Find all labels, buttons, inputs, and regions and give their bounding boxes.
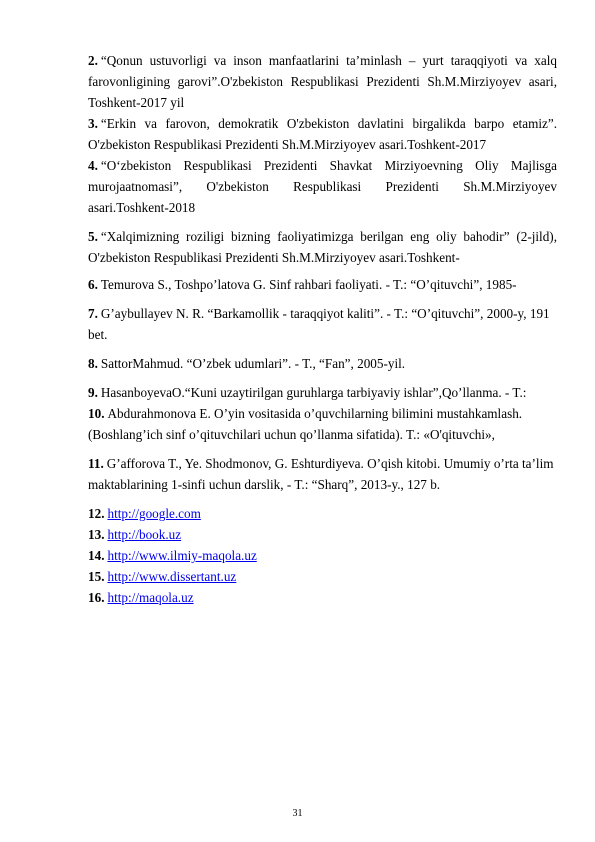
reference-item	[88, 353, 557, 374]
reference-text: Abdurahmonova E. O’yin vositasida o’quvchilarning bilimini mustahkamlash. (Boshlang’ich sinf o’qituvchilari uchun qo’llanma sifatida). T.: «O'qituvchi»,	[88, 406, 523, 442]
reference-text: “O‘zbekiston Respublikasi Prezidenti Shavkat Mirziyoevning Oliy Majlisga murojaatnomasi”, O'zbekiston Respublikasi Prezidenti Sh.M.Mirziyoyev asari.Toshkent-2018	[88, 158, 557, 215]
reference-item	[88, 226, 557, 268]
reference-item	[88, 382, 557, 403]
reference-text: “Xalqimizning roziligi bizning faoliyatimizga berilgan eng oliy bahodir” (2-jild), O'zbekiston Respublikasi Prezidenti Sh.M.Mirziyoyev asari.Toshkent-	[88, 229, 557, 265]
reference-item	[88, 155, 557, 218]
reference-item	[88, 274, 557, 295]
reference-text: “Erkin va farovon, demokratik O'zbekiston davlatini birgalikda barpo etamiz”. O'zbekiston Respublikasi Prezidenti Sh.M.Mirziyoyev asari.Toshkent-2017	[88, 116, 557, 152]
reference-list	[88, 50, 557, 608]
reference-number: 14.	[88, 548, 105, 563]
reference-text: G’afforova T., Ye. Shodmonov, G. Eshturdiyeva. O’qish kitobi. Umumiy o’rta ta’lim maktablarining 1-sinfi uchun darslik, - T.: “Sharq”, 2013-y., 127 b.	[88, 456, 554, 492]
reference-number: 4.	[88, 158, 98, 173]
reference-number: 8.	[88, 356, 98, 371]
reference-link-google[interactable]: http://google.com	[107, 506, 201, 521]
reference-item	[88, 587, 557, 608]
reference-link-ilmiy-maqola[interactable]: http://www.ilmiy-maqola.uz	[107, 548, 257, 563]
reference-number: 5.	[88, 229, 98, 244]
reference-item	[88, 545, 557, 566]
reference-number: 7.	[88, 306, 98, 321]
reference-item	[88, 303, 557, 345]
reference-number: 6.	[88, 277, 98, 292]
reference-item	[88, 50, 557, 113]
reference-item	[88, 113, 557, 155]
reference-number: 11.	[88, 456, 104, 471]
reference-text: SattorMahmud. “O’zbek udumlari”. - T., “Fan”, 2005-yil.	[100, 356, 406, 371]
reference-link-maqola[interactable]: http://maqola.uz	[107, 590, 194, 605]
reference-item	[88, 403, 557, 445]
reference-text: “Qonun ustuvorligi va inson manfaatlarini ta’minlash – yurt taraqqiyoti va xalq farovonligining garovi”.O'zbekiston Respublikasi Prezidenti Sh.M.Mirziyoyev asari, Toshkent-2017 yil	[88, 53, 557, 110]
reference-item	[88, 453, 557, 495]
reference-number: 2.	[88, 53, 98, 68]
reference-number: 9.	[88, 385, 98, 400]
reference-number: 3.	[88, 116, 98, 131]
reference-item	[88, 524, 557, 545]
reference-number: 12.	[88, 506, 105, 521]
reference-text: HasanboyevaO.“Kuni uzaytirilgan guruhlarga tarbiyaviy ishlar”,Qo’llanma. - T.:	[100, 385, 527, 400]
reference-number: 16.	[88, 590, 105, 605]
reference-number: 13.	[88, 527, 105, 542]
reference-number: 15.	[88, 569, 105, 584]
reference-item	[88, 566, 557, 587]
reference-link-dissertant[interactable]: http://www.dissertant.uz	[107, 569, 237, 584]
reference-item	[88, 503, 557, 524]
reference-number: 10.	[88, 406, 105, 421]
page-number: 31	[292, 808, 303, 819]
reference-text: Temurova S., Toshpo’latova G. Sinf rahbari faoliyati. - T.: “O’qituvchi”, 1985-	[100, 277, 517, 292]
reference-text: G’aybullayev N. R. “Barkamollik - taraqqiyot kaliti”. - T.: “O’qituvchi”, 2000-y, 191 bet.	[88, 306, 550, 342]
reference-link-book[interactable]: http://book.uz	[107, 527, 182, 542]
